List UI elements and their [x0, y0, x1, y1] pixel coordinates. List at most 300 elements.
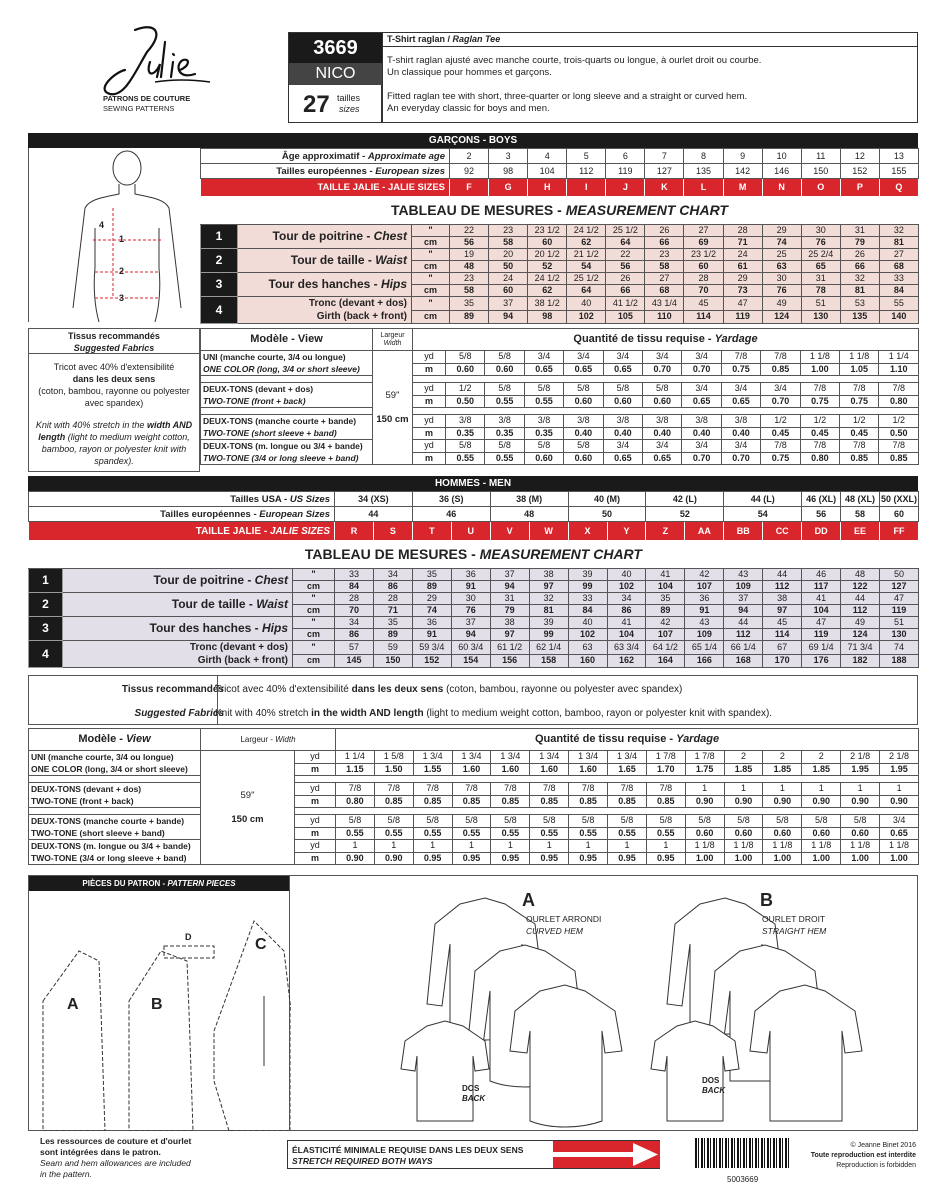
yardage-yd: 1 1/8: [840, 351, 879, 364]
value-inch: 28: [684, 273, 723, 285]
value-inch: 26: [645, 225, 684, 237]
value-inch: 41: [646, 569, 685, 581]
age-value: 5: [567, 149, 606, 164]
label-en: Hips: [380, 277, 407, 291]
value-inch: 40: [568, 617, 607, 629]
yardage-m: 0.75: [761, 452, 800, 465]
value-inch: 31: [801, 273, 840, 285]
jalie-size-T[interactable]: T: [412, 522, 451, 541]
value-cm: 176: [802, 654, 841, 668]
spacer: [413, 408, 919, 415]
value-inch: 27: [645, 273, 684, 285]
logo-line1: PATRONS DE COUTURE: [103, 94, 191, 103]
yardage-yd: 7/8: [840, 440, 879, 453]
value-inch: 40: [607, 569, 646, 581]
value-inch: 36: [451, 569, 490, 581]
yardage-m: 0.95: [530, 852, 569, 865]
value-cm: 168: [724, 654, 763, 668]
label-fr: TABLEAU DE MESURES -: [304, 546, 480, 562]
value-inch: 41 1/2: [606, 297, 645, 311]
value-cm: 76: [801, 237, 840, 249]
value-cm: 66: [840, 261, 879, 273]
value-inch: 43 1/4: [645, 297, 684, 311]
eu-size-value: 56: [802, 507, 841, 522]
value-inch: 59 3/4: [412, 641, 451, 655]
value-cm: 109: [724, 581, 763, 593]
us-size-value: 42 (L): [646, 492, 724, 507]
value-cm: 107: [646, 629, 685, 641]
men-suggested-fabrics: Tissus recommandés Suggested Fabrics Tricot avec 40% d'extensibilité dans les deux sens (coton, bambou, rayonne ou polyester avec spandex) Knit with 40% stretch in the width AND length (light to medium weight cotton, bamboo, rayon or polyester knit with spandex).: [28, 675, 918, 725]
value-inch: 36: [412, 617, 451, 629]
view-label: [201, 440, 373, 465]
spacer: [295, 808, 919, 815]
yardage-yd: 2 1/8: [880, 751, 919, 764]
us-size-value: 36 (S): [412, 492, 490, 507]
yardage-yd: 5/8: [564, 383, 603, 396]
jalie-size-M[interactable]: M: [723, 179, 762, 197]
jalie-size-O[interactable]: O: [801, 179, 840, 197]
us-size-value: 40 (M): [568, 492, 646, 507]
jalie-size-N[interactable]: N: [762, 179, 801, 197]
value-inch: 51: [801, 297, 840, 311]
unit-m: m: [413, 363, 446, 376]
value-inch: 37: [724, 593, 763, 605]
yardage-yd: 7/8: [879, 440, 919, 453]
jalie-size-FF[interactable]: FF: [880, 522, 919, 541]
value-inch: 48: [841, 569, 880, 581]
yardage-yd: 5/8: [802, 815, 841, 828]
age-value: 11: [801, 149, 840, 164]
label-fr: Tour de taille -: [171, 597, 257, 611]
value-cm: 150: [373, 654, 412, 668]
value-inch: 20 1/2: [528, 249, 567, 261]
measurement-number: 3: [29, 617, 63, 641]
value-cm: 104: [802, 605, 841, 617]
yardage-yd: 1: [452, 840, 491, 853]
label-en: Chest: [373, 229, 407, 243]
value-cm: 107: [685, 581, 724, 593]
view-label-fr: UNI (manche courte, 3/4 ou longue): [203, 352, 346, 362]
value-cm: 89: [450, 310, 489, 324]
value-inch: 22: [606, 249, 645, 261]
value-inch: 32: [840, 273, 879, 285]
measurement-number: 2: [29, 593, 63, 617]
yardage-yd: 1: [763, 783, 802, 796]
yardage-row: [201, 351, 919, 364]
value-inch: 71 3/4: [841, 641, 880, 655]
measurement-number: 4: [201, 297, 238, 324]
yardage-yd: 3/4: [564, 351, 603, 364]
jalie-size-AA[interactable]: AA: [685, 522, 724, 541]
yardage-m: 0.55: [524, 395, 563, 408]
view-label-fr: DEUX-TONS (manche courte + bande): [203, 416, 357, 426]
value-cm: 60: [684, 261, 723, 273]
yardage-yd: 1/2: [879, 415, 919, 428]
value-inch: 40: [567, 297, 606, 311]
unit-inch: ": [412, 273, 450, 285]
value-inch: 23: [450, 273, 489, 285]
us-size-label: Tailles USA - US Sizes: [29, 492, 335, 507]
spacer: [201, 376, 373, 383]
jalie-size-EE[interactable]: EE: [841, 522, 880, 541]
seam-allowance-note: Les ressources de couture et d'ourlet sont intégrées dans le patron. Seam and hem allowances are included in the pattern.: [40, 1136, 192, 1179]
marker-3: 3: [119, 293, 125, 303]
yardage-m: 0.70: [643, 363, 682, 376]
jalie-size-V[interactable]: V: [490, 522, 529, 541]
value-cm: 63: [762, 261, 801, 273]
value-inch: 29: [762, 225, 801, 237]
yardage-yd: 3/8: [524, 415, 563, 428]
garment-views: [290, 875, 918, 1131]
yardage-m: 0.60: [446, 363, 485, 376]
value-inch: 38 1/2: [528, 297, 567, 311]
value-inch: 30: [801, 225, 840, 237]
yardage-yd: 2: [724, 751, 763, 764]
yardage-yd: 1/2: [446, 383, 485, 396]
value-cm: 112: [841, 605, 880, 617]
value-inch: 41: [802, 593, 841, 605]
yardage-yd: 3/4: [603, 440, 642, 453]
yardage-yd: 3/4: [880, 815, 919, 828]
yardage-row: [29, 783, 919, 796]
value-cm: 140: [879, 310, 918, 324]
yardage-row: [29, 751, 919, 764]
view-label-en: TWO-TONE (front + back): [203, 396, 306, 406]
value-cm: 102: [567, 310, 606, 324]
width-cm: 150 cm: [231, 813, 264, 825]
eu-size-value: 50: [568, 507, 646, 522]
value-cm: 91: [412, 629, 451, 641]
unit-yd: yd: [413, 383, 446, 396]
yardage-yd: 3/8: [643, 415, 682, 428]
jalie-size-W[interactable]: W: [529, 522, 568, 541]
yardage-table: [200, 328, 919, 465]
value-cm: 119: [723, 310, 762, 324]
eu-size-value: 104: [528, 164, 567, 179]
value-cm: 119: [802, 629, 841, 641]
fabric-width: [373, 351, 413, 465]
measurement-row: [201, 249, 919, 261]
age-value: 8: [684, 149, 723, 164]
yardage-m: 0.80: [336, 795, 375, 808]
jalie-size-S[interactable]: S: [373, 522, 412, 541]
yardage-m: 1.95: [841, 763, 880, 776]
value-cm: 119: [880, 605, 919, 617]
us-size-row: [29, 492, 919, 507]
value-inch: 32: [529, 593, 568, 605]
yardage-yd: 5/8: [524, 383, 563, 396]
yardage-m: 0.60: [485, 363, 524, 376]
measurement-label: [63, 569, 293, 593]
boys-section-title: GARÇONS - BOYS: [28, 133, 918, 148]
sizes-count: 27: [303, 91, 330, 118]
yardage-m: 0.35: [446, 427, 485, 440]
value-inch: 38: [763, 593, 802, 605]
value-inch: 25: [762, 249, 801, 261]
value-cm: 112: [724, 629, 763, 641]
value-cm: 94: [490, 581, 529, 593]
yardage-yd: 7/8: [608, 783, 647, 796]
yardage-m: 0.70: [682, 452, 721, 465]
us-size-value: 46 (XL): [802, 492, 841, 507]
label-en: Girth (back + front): [316, 311, 407, 322]
yardage-yd: 1 3/4: [569, 751, 608, 764]
yardage-m: 0.85: [840, 452, 879, 465]
yardage-yd: 5/8: [643, 383, 682, 396]
eu-size-value: 150: [801, 164, 840, 179]
eu-size-value: 44: [335, 507, 413, 522]
yardage-yd: 5/8: [485, 383, 524, 396]
value-cm: 158: [529, 654, 568, 668]
value-cm: 76: [762, 285, 801, 297]
value-cm: 62: [567, 237, 606, 249]
unit-inch: ": [412, 225, 450, 237]
jalie-size-Z[interactable]: Z: [646, 522, 685, 541]
value-inch: 19: [450, 249, 489, 261]
eu-size-value: 98: [489, 164, 528, 179]
value-inch: 35: [412, 569, 451, 581]
yardage-yd: 7/8: [452, 783, 491, 796]
unit-m: m: [295, 795, 336, 808]
yardage-yd: 3/4: [682, 440, 721, 453]
yardage-m: 0.55: [336, 827, 375, 840]
jalie-size-L[interactable]: L: [684, 179, 723, 197]
value-cm: 66: [645, 237, 684, 249]
yardage-yd: 1: [646, 840, 685, 853]
yardage-m: 0.80: [879, 395, 919, 408]
yardage-row: [29, 815, 919, 828]
unit-yd: yd: [295, 815, 336, 828]
yardage-yd: 5/8: [524, 440, 563, 453]
width-in: 59": [385, 389, 400, 401]
model-header: Modèle - View: [201, 329, 373, 351]
label-fr: Tour de taille -: [290, 253, 376, 267]
logo-line2: SEWING PATTERNS: [103, 104, 175, 113]
yardage-yd: 2: [763, 751, 802, 764]
jalie-size-J[interactable]: J: [606, 179, 645, 197]
value-cm: 50: [489, 261, 528, 273]
unit-cm: cm: [293, 581, 335, 593]
jalie-size-X[interactable]: X: [568, 522, 607, 541]
yardage-m: 0.40: [564, 427, 603, 440]
yardage-yd: 1 3/4: [608, 751, 647, 764]
men-section-title: HOMMES - MEN: [28, 476, 918, 491]
value-cm: 86: [335, 629, 374, 641]
yardage-yd: 2: [802, 751, 841, 764]
value-inch: 25 1/2: [606, 225, 645, 237]
yardage-m: 0.85: [452, 795, 491, 808]
value-inch: 29: [723, 273, 762, 285]
value-inch: 38: [529, 569, 568, 581]
label-fr: Tour des hanches -: [268, 277, 381, 291]
jalie-size-Q[interactable]: Q: [879, 179, 918, 197]
yardage-m: 0.70: [721, 452, 760, 465]
eu-size-value: 92: [450, 164, 489, 179]
unit-m: m: [413, 427, 446, 440]
view-b-en: STRAIGHT HEM: [762, 926, 827, 936]
yardage-m: 1.00: [800, 363, 839, 376]
yardage-row: [201, 383, 919, 396]
unit-cm: cm: [412, 310, 450, 324]
value-cm: 102: [607, 581, 646, 593]
value-inch: 51: [880, 617, 919, 629]
unit-inch: ": [412, 249, 450, 261]
jalie-size-CC[interactable]: CC: [763, 522, 802, 541]
value-inch: 42: [685, 569, 724, 581]
value-cm: 99: [529, 629, 568, 641]
marker-1: 1: [119, 234, 125, 244]
yardage-yd: 1 1/8: [724, 840, 763, 853]
yardage-yd: 3/4: [643, 440, 682, 453]
spacer: [295, 776, 919, 783]
value-inch: 34: [607, 593, 646, 605]
value-cm: 104: [607, 629, 646, 641]
yardage-m: 0.80: [800, 452, 839, 465]
yardage-m: 0.55: [646, 827, 685, 840]
jalie-size-row: [29, 522, 919, 541]
yardage-m: 0.55: [452, 827, 491, 840]
jalie-size-DD[interactable]: DD: [802, 522, 841, 541]
yardage-yd: 5/8: [485, 351, 524, 364]
width-header: Largeur - Width: [201, 729, 336, 751]
jalie-size-I[interactable]: I: [567, 179, 606, 197]
yardage-m: 1.15: [336, 763, 375, 776]
measurement-row: [201, 225, 919, 237]
copyright: © Jeanne Binet 2016 Toute reproduction est interdite Reproduction is forbidden: [810, 1142, 916, 1169]
yardage-m: 0.65: [524, 363, 563, 376]
value-inch: 50: [880, 569, 919, 581]
yardage-yd: 1: [724, 783, 763, 796]
yardage-yd: 1: [802, 783, 841, 796]
unit-yd: yd: [413, 415, 446, 428]
value-cm: 64: [606, 237, 645, 249]
yardage-yd: 1 3/4: [413, 751, 452, 764]
chart-title: [201, 197, 919, 225]
value-cm: 135: [840, 310, 879, 324]
yardage-yd: 7/8: [800, 440, 839, 453]
value-inch: 34: [335, 617, 374, 629]
jalie-size-H[interactable]: H: [528, 179, 567, 197]
jalie-size-K[interactable]: K: [645, 179, 684, 197]
value-inch: 22: [450, 225, 489, 237]
us-size-value: 34 (XS): [335, 492, 413, 507]
value-cm: 89: [412, 581, 451, 593]
value-inch: 28: [723, 225, 762, 237]
value-cm: 182: [841, 654, 880, 668]
value-inch: 28: [373, 593, 412, 605]
yardage-yd: 5/8: [841, 815, 880, 828]
yardage-yd: 1 1/8: [880, 840, 919, 853]
yardage-header-row: [201, 329, 919, 351]
unit-cm: cm: [293, 605, 335, 617]
value-cm: 124: [841, 629, 880, 641]
value-cm: 81: [529, 605, 568, 617]
value-cm: 56: [606, 261, 645, 273]
yardage-m: 0.70: [682, 363, 721, 376]
jalie-size-Y[interactable]: Y: [607, 522, 646, 541]
jalie-size-F[interactable]: F: [450, 179, 489, 197]
value-cm: 170: [763, 654, 802, 668]
yardage-m: 0.90: [685, 795, 724, 808]
boys-suggested-fabrics: Tissus recommandés Suggested Fabrics Tricot avec 40% d'extensibilité dans les deux sens (coton, bambou, rayonne ou polyester avec spandex) Knit with 40% stretch in the width AND length (light to medium weight cotton, bamboo, rayon or polyester knit with spandex).: [28, 328, 200, 472]
value-inch: 43: [685, 617, 724, 629]
label-en: Hips: [261, 621, 288, 635]
measurement-number: 1: [29, 569, 63, 593]
value-inch: 27: [684, 225, 723, 237]
value-cm: 160: [568, 654, 607, 668]
value-inch: 36: [685, 593, 724, 605]
yardage-m: 0.45: [840, 427, 879, 440]
value-cm: 110: [645, 310, 684, 324]
piece-a-label: A: [67, 996, 79, 1013]
eu-size-label: Tailles européennes - European sizes: [201, 164, 450, 179]
value-cm: 91: [685, 605, 724, 617]
eu-size-value: 60: [880, 507, 919, 522]
yardage-m: 0.60: [841, 827, 880, 840]
value-cm: 112: [763, 581, 802, 593]
pattern-name: NICO: [289, 63, 382, 85]
value-inch: 45: [763, 617, 802, 629]
yardage-yd: 3/8: [485, 415, 524, 428]
yardage-m: 0.50: [446, 395, 485, 408]
view-label-en: TWO-TONE (short sleeve + band): [31, 828, 165, 838]
yardage-yd: 3/8: [721, 415, 760, 428]
us-size-value: 48 (XL): [841, 492, 880, 507]
jalie-size-R[interactable]: R: [335, 522, 374, 541]
jalie-size-G[interactable]: G: [489, 179, 528, 197]
yardage-m: 1.60: [530, 763, 569, 776]
marker-4: 4: [99, 220, 105, 230]
pattern-number: 3669: [289, 33, 382, 63]
view-label-fr: DEUX-TONS (devant + dos): [31, 784, 142, 794]
yardage-m: 0.90: [336, 852, 375, 865]
value-cm: 81: [879, 237, 918, 249]
stretch-guide: ÉLASTICITÉ MINIMALE REQUISE DANS LES DEUX SENS STRETCH REQUIRED BOTH WAYS: [287, 1140, 660, 1169]
yardage-m: 0.60: [643, 395, 682, 408]
yardage-yd: 1 1/8: [685, 840, 724, 853]
jalie-size-U[interactable]: U: [451, 522, 490, 541]
jalie-size-BB[interactable]: BB: [724, 522, 763, 541]
yardage-m: 0.55: [530, 827, 569, 840]
yardage-m: 1.70: [646, 763, 685, 776]
value-cm: 89: [373, 629, 412, 641]
value-inch: 44: [763, 569, 802, 581]
yardage-m: 0.60: [603, 395, 642, 408]
yardage-m: 0.90: [802, 795, 841, 808]
value-inch: 66 1/4: [724, 641, 763, 655]
value-cm: 73: [723, 285, 762, 297]
yardage-m: 1.60: [491, 763, 530, 776]
us-size-value: 38 (M): [490, 492, 568, 507]
piece-c-label: C: [255, 936, 267, 953]
yardage-yd: 7/8: [761, 440, 800, 453]
yardage-m: 0.95: [413, 852, 452, 865]
age-value: 9: [723, 149, 762, 164]
jalie-size-P[interactable]: P: [840, 179, 879, 197]
yardage-yd: 1: [530, 840, 569, 853]
view-label-en: TWO-TONE (3/4 or long sleeve + band): [31, 853, 187, 863]
yardage-m: 0.55: [413, 827, 452, 840]
jalie-size-row: [201, 179, 919, 197]
value-inch: 24: [489, 273, 528, 285]
yardage-m: 0.40: [721, 427, 760, 440]
yardage-m: 0.55: [569, 827, 608, 840]
value-cm: 86: [607, 605, 646, 617]
yardage-yd: 2 1/8: [841, 751, 880, 764]
value-inch: 24: [723, 249, 762, 261]
measurement-number: 1: [201, 225, 238, 249]
unit-m: m: [295, 827, 336, 840]
